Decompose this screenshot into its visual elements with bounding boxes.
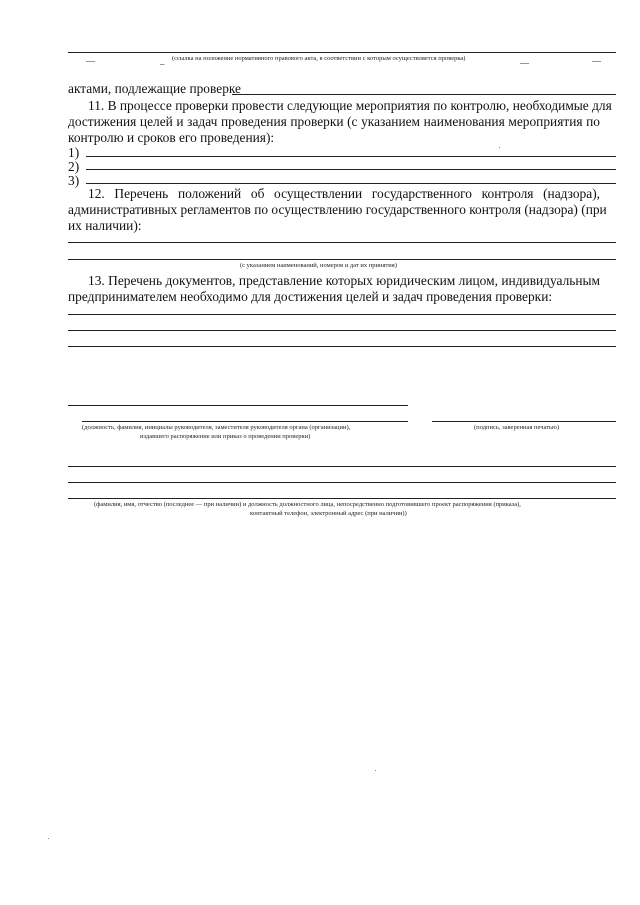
dash-mark: __ <box>520 55 529 65</box>
section-11-line-3: контролю и сроков его проведения): <box>68 130 275 145</box>
section-12-caption: (с указанием наименований, номеров и дат их принятия) <box>240 262 397 269</box>
section-11-item-3: 3) <box>68 173 80 188</box>
scan-speck <box>375 770 376 771</box>
dash-mark: — <box>86 56 95 66</box>
acts-fill-line <box>232 94 616 95</box>
signature-sign-line <box>432 421 616 422</box>
preparer-line-1 <box>68 466 616 467</box>
top-reference-caption: (ссылка на положение нормативного правового акта, в соответствии с которым осуществляется проверка) <box>172 55 466 62</box>
section-12-fill-line-2 <box>68 259 616 260</box>
section-11-item-1-line <box>86 156 616 157</box>
signature-position-line-2 <box>82 421 408 422</box>
section-13-fill-line-3 <box>68 346 616 347</box>
section-12-fill-line-1 <box>68 242 616 243</box>
signature-position-caption-2: издавшего распоряжение или приказ о проведении проверки) <box>140 433 311 440</box>
signature-position-caption-1: (должность, фамилия, инициалы руководителя, заместителя руководителя органа (организации), <box>82 424 351 431</box>
dash-mark: _ <box>160 56 165 66</box>
signature-sign-caption: (подпись, заверенная печатью) <box>474 424 560 431</box>
acts-label: актами, подлежащие проверке <box>68 81 241 96</box>
section-12-line-3: их наличии): <box>68 218 142 233</box>
preparer-caption-2: контактный телефон, электронный адрес (при наличии)) <box>250 510 407 517</box>
preparer-caption-1: (фамилия, имя, отчество (последнее — при наличии) и должность должностного лица, непосредственно подготовившего проект распоряжения (приказа), <box>94 501 521 508</box>
section-12-line-1: 12. Перечень положений об осуществлении государственного контроля (надзора), <box>88 186 600 201</box>
section-13-line-2: предпринимателем необходимо для достижения целей и задач проведения проверки: <box>68 289 553 304</box>
top-reference-line <box>68 52 616 53</box>
section-11-item-3-line <box>86 183 616 184</box>
preparer-line-2 <box>68 482 616 483</box>
section-11-item-2: 2) <box>68 159 80 174</box>
section-11-item-2-line <box>86 169 616 170</box>
section-11-line-2: достижения целей и задач проведения проверки (с указанием наименования мероприятия по <box>68 114 600 129</box>
section-12-line-2: административных регламентов по осуществлению государственного контроля (надзора) (при <box>68 202 607 217</box>
section-13-fill-line-2 <box>68 330 616 331</box>
scan-speck <box>499 147 500 148</box>
section-13-fill-line-1 <box>68 314 616 315</box>
scan-speck <box>48 838 49 839</box>
section-13-line-1: 13. Перечень документов, представление которых юридическим лицом, индивидуальным <box>88 273 600 288</box>
preparer-line-3 <box>68 498 616 499</box>
section-11-line-1: 11. В процессе проверки провести следующие мероприятия по контролю, необходимые для <box>88 98 612 113</box>
signature-position-line-1 <box>68 405 408 406</box>
section-11-item-1: 1) <box>68 145 80 160</box>
dash-mark: — <box>592 56 601 66</box>
